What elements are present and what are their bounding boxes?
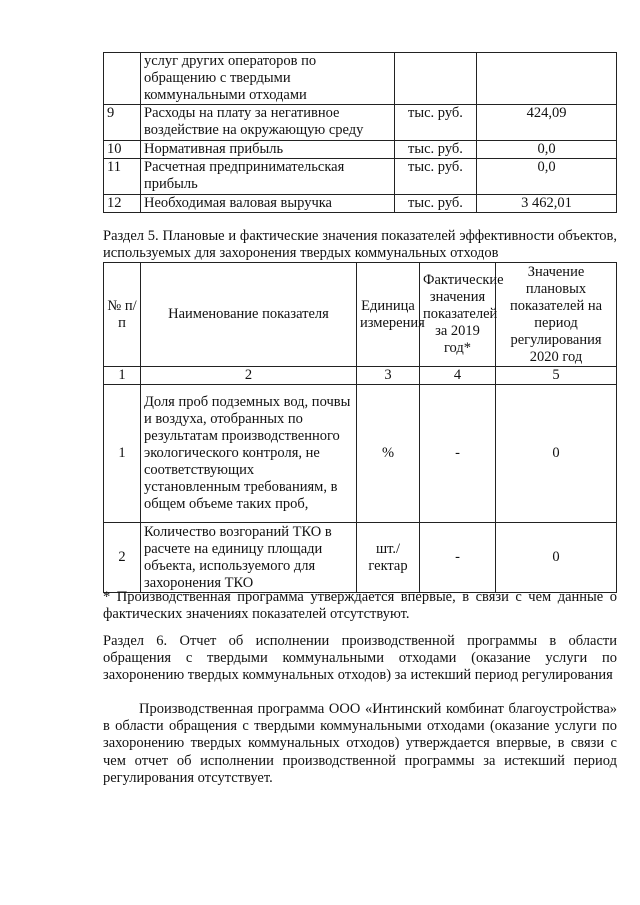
col-number: 5 (496, 367, 617, 385)
col-number: 4 (420, 367, 496, 385)
header-name: Наименование показателя (141, 263, 357, 367)
row-name: Необходимая валовая выручка (141, 195, 395, 213)
row-number: 1 (104, 385, 141, 523)
row-name: Доля проб подземных вод, почвы и воздуха, отобранных по результатам производственного экологического контроля, не соответствующих установленным требованиям, в общем объеме таких проб, (141, 385, 357, 523)
row-fact: - (420, 385, 496, 523)
table-row (104, 523, 617, 593)
section-6-title: Раздел 6. Отчет об исполнении производственной программы в области обращения с твердыми коммунальными отходами (оказание услуги по захоронению твердых коммунальных отходов) за истекший период регулирования (103, 633, 617, 684)
row-number: 2 (104, 523, 141, 593)
row-unit: тыс. руб. (395, 141, 477, 159)
row-value: 424,09 (477, 105, 617, 141)
row-unit: % (357, 385, 420, 523)
row-name: Количество возгораний ТКО в расчете на единицу площади объекта, используемого для захоронения ТКО (141, 523, 357, 593)
row-plan: 0 (496, 523, 617, 593)
row-value: 0,0 (477, 141, 617, 159)
header-fact: Фактические значения показателей за 2019 год* (420, 263, 496, 367)
row-unit: тыс. руб. (395, 105, 477, 141)
row-number: 12 (104, 195, 141, 213)
row-unit (395, 53, 477, 105)
row-fact: - (420, 523, 496, 593)
row-number: 9 (104, 105, 141, 141)
table-row (104, 195, 617, 213)
table-row (104, 385, 617, 523)
footnote: * Производственная программа утверждается впервые, в связи с чем данные о фактических значениях показателей отсутствуют. (103, 589, 617, 623)
section-6-body: Производственная программа ООО «Интинский комбинат благоустройства» в области обращения с твердыми коммунальными отходами (оказание услуги по захоронению твердых коммунальных отходов) утверждается впервые, в связи с чем отчет об исполнении производственной программы за истекший период регулирования отсутствует. (103, 701, 617, 786)
row-name: услуг других операторов по обращению с твердыми коммунальными отходами (141, 53, 395, 105)
row-unit: тыс. руб. (395, 195, 477, 213)
table-row (104, 141, 617, 159)
row-unit: шт./ гектар (357, 523, 420, 593)
row-number: 10 (104, 141, 141, 159)
row-name: Нормативная прибыль (141, 141, 395, 159)
row-name: Расчетная предпринимательская прибыль (141, 159, 395, 195)
header-num: № п/п (104, 263, 141, 367)
col-number: 3 (357, 367, 420, 385)
row-value (477, 53, 617, 105)
col-number: 1 (104, 367, 141, 385)
row-value: 3 462,01 (477, 195, 617, 213)
table-row (104, 159, 617, 195)
table-row (104, 53, 617, 105)
row-plan: 0 (496, 385, 617, 523)
header-plan: Значение плановых показателей на период регулирования 2020 год (496, 263, 617, 367)
cost-table (103, 52, 617, 213)
row-number: 11 (104, 159, 141, 195)
indicators-table (103, 262, 617, 593)
table-row (104, 105, 617, 141)
row-unit: тыс. руб. (395, 159, 477, 195)
table-header-row (104, 263, 617, 367)
column-numbers-row (104, 367, 617, 385)
section-5-title: Раздел 5. Плановые и фактические значения показателей эффективности объектов, используемых для захоронения твердых коммунальных отходов (103, 228, 617, 262)
row-name: Расходы на плату за негативное воздействие на окружающую среду (141, 105, 395, 141)
col-number: 2 (141, 367, 357, 385)
row-value: 0,0 (477, 159, 617, 195)
header-unit: Единица измерения (357, 263, 420, 367)
row-number (104, 53, 141, 105)
